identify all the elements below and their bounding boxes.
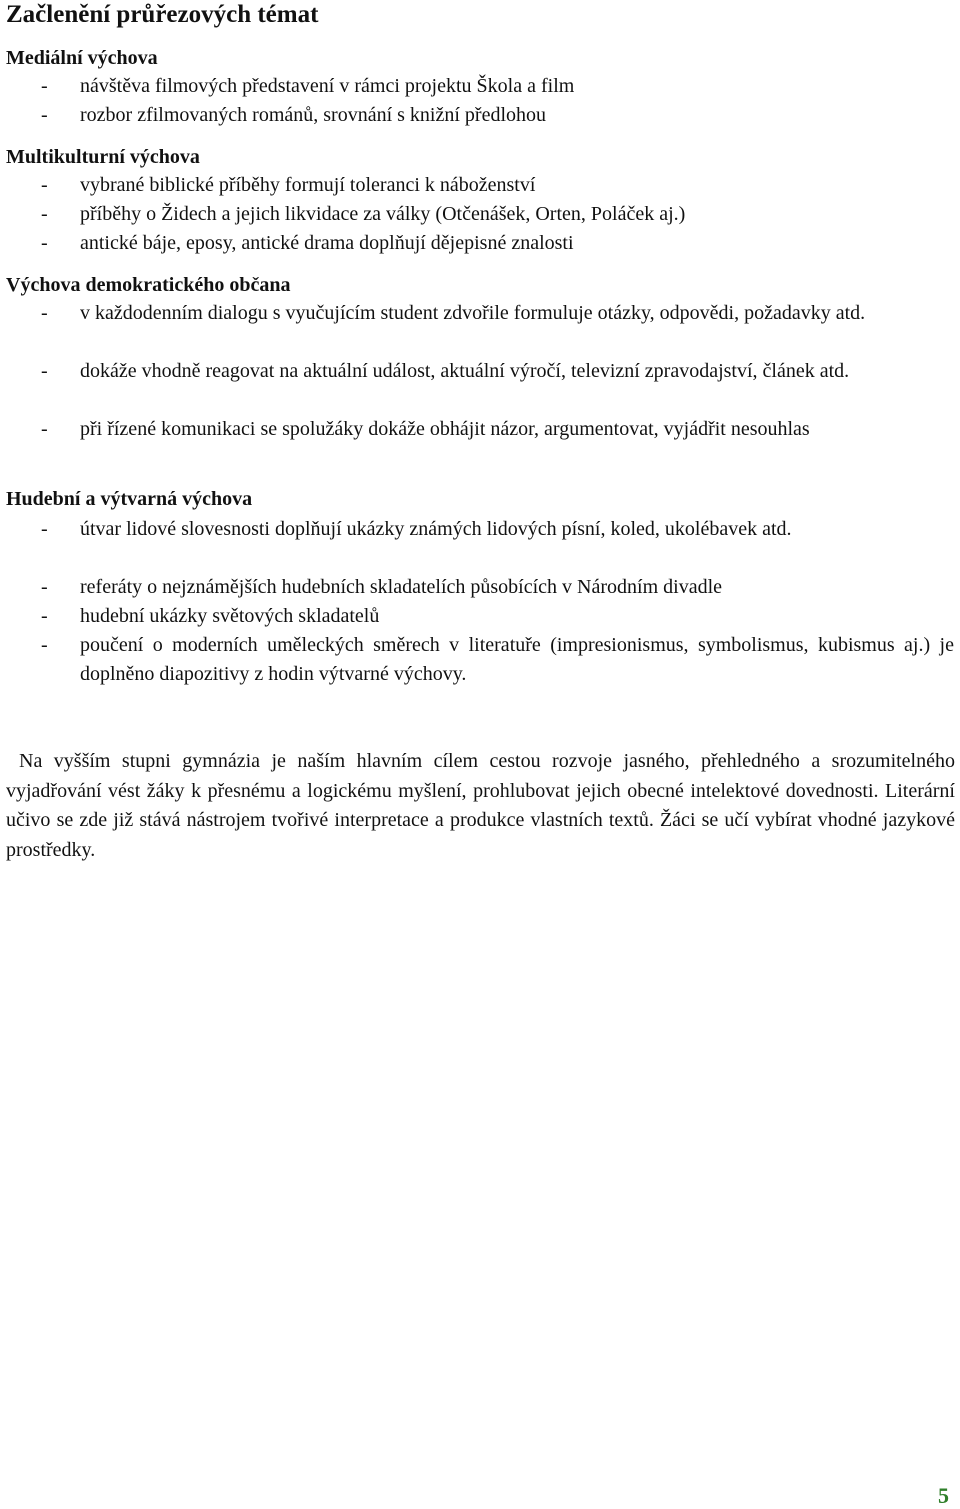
list-item bbox=[6, 101, 954, 130]
list-item-text: dokáže vhodně reagovat na aktuální událost, aktuální výročí, televizní zpravodajství, článek atd. bbox=[80, 360, 850, 382]
list-item bbox=[6, 515, 954, 544]
bullet-dash: - bbox=[41, 203, 48, 225]
list-item-text: při řízené komunikaci se spolužáky dokáže obhájit názor, argumentovat, vyjádřit nesouhlas bbox=[80, 418, 810, 440]
list-item bbox=[6, 602, 954, 631]
list-item-text: poučení o moderních uměleckých směrech v literatuře (impresionismus, symbolismus, kubismus aj.) je doplněno diapozitivy z hodin výtvarné výchovy. bbox=[80, 634, 954, 685]
list-item bbox=[6, 200, 954, 229]
bullet-dash: - bbox=[41, 75, 48, 97]
list-item bbox=[6, 573, 954, 602]
list-item bbox=[6, 72, 954, 101]
list-item bbox=[6, 299, 954, 328]
section-heading-vychova-demokratickeho-obcana: Výchova demokratického občana bbox=[6, 274, 291, 296]
bullet-dash: - bbox=[41, 605, 48, 627]
list-item bbox=[6, 631, 954, 689]
bullet-dash: - bbox=[41, 302, 48, 324]
list-item-text: antické báje, eposy, antické drama doplňují dějepisné znalosti bbox=[80, 232, 574, 254]
list-item-text: v každodenním dialogu s vyučujícím student zdvořile formuluje otázky, odpovědi, požadavky atd. bbox=[80, 302, 866, 324]
list-item-text: návštěva filmových představení v rámci projektu Škola a film bbox=[80, 75, 575, 97]
bullet-dash: - bbox=[41, 360, 48, 382]
bullet-dash: - bbox=[41, 232, 48, 254]
bullet-dash: - bbox=[41, 418, 48, 440]
section-heading-medialni-vychova: Mediální výchova bbox=[6, 47, 158, 69]
bullet-dash: - bbox=[41, 104, 48, 126]
list-item bbox=[6, 357, 954, 386]
section-heading-hudebni-a-vytvarna-vychova: Hudební a výtvarná výchova bbox=[6, 488, 253, 510]
bullet-dash: - bbox=[41, 576, 48, 598]
bullet-dash: - bbox=[41, 634, 48, 656]
page-title: Začlenění průřezových témat bbox=[6, 1, 319, 28]
list-item-text: útvar lidové slovesnosti doplňují ukázky známých lidových písní, koled, ukolébavek atd. bbox=[80, 518, 792, 540]
list-item-text: referáty o nejznámějších hudebních skladatelích působících v Národním divadle bbox=[80, 576, 723, 598]
list-item-text: hudební ukázky světových skladatelů bbox=[80, 605, 380, 627]
page-number: 5 bbox=[938, 1483, 949, 1508]
list-item-text: vybrané biblické příběhy formují toleranci k náboženství bbox=[80, 174, 536, 196]
section-heading-multikulturni-vychova: Multikulturní výchova bbox=[6, 146, 200, 168]
list-item-text: příběhy o Židech a jejich likvidace za války (Otčenášek, Orten, Poláček aj.) bbox=[80, 203, 686, 225]
bullet-dash: - bbox=[41, 518, 48, 540]
list-item bbox=[6, 229, 954, 258]
body-paragraph: Na vyšším stupni gymnázia je naším hlavním cílem cestou rozvoje jasného, přehledného a srozumitelného vyjadřování vést žáky k přesnému a logickému myšlení, prohlubovat jejich obecné intelektové dovednosti. Literární učivo se zde již stává nástrojem tvořivé interpretace a produkce vlastních textů. Žáci se učí vybírat vhodné jazykové prostředky. bbox=[6, 750, 955, 861]
list-item bbox=[6, 171, 954, 200]
list-item bbox=[6, 415, 954, 444]
bullet-dash: - bbox=[41, 174, 48, 196]
list-item-text: rozbor zfilmovaných románů, srovnání s knižní předlohou bbox=[80, 104, 546, 126]
